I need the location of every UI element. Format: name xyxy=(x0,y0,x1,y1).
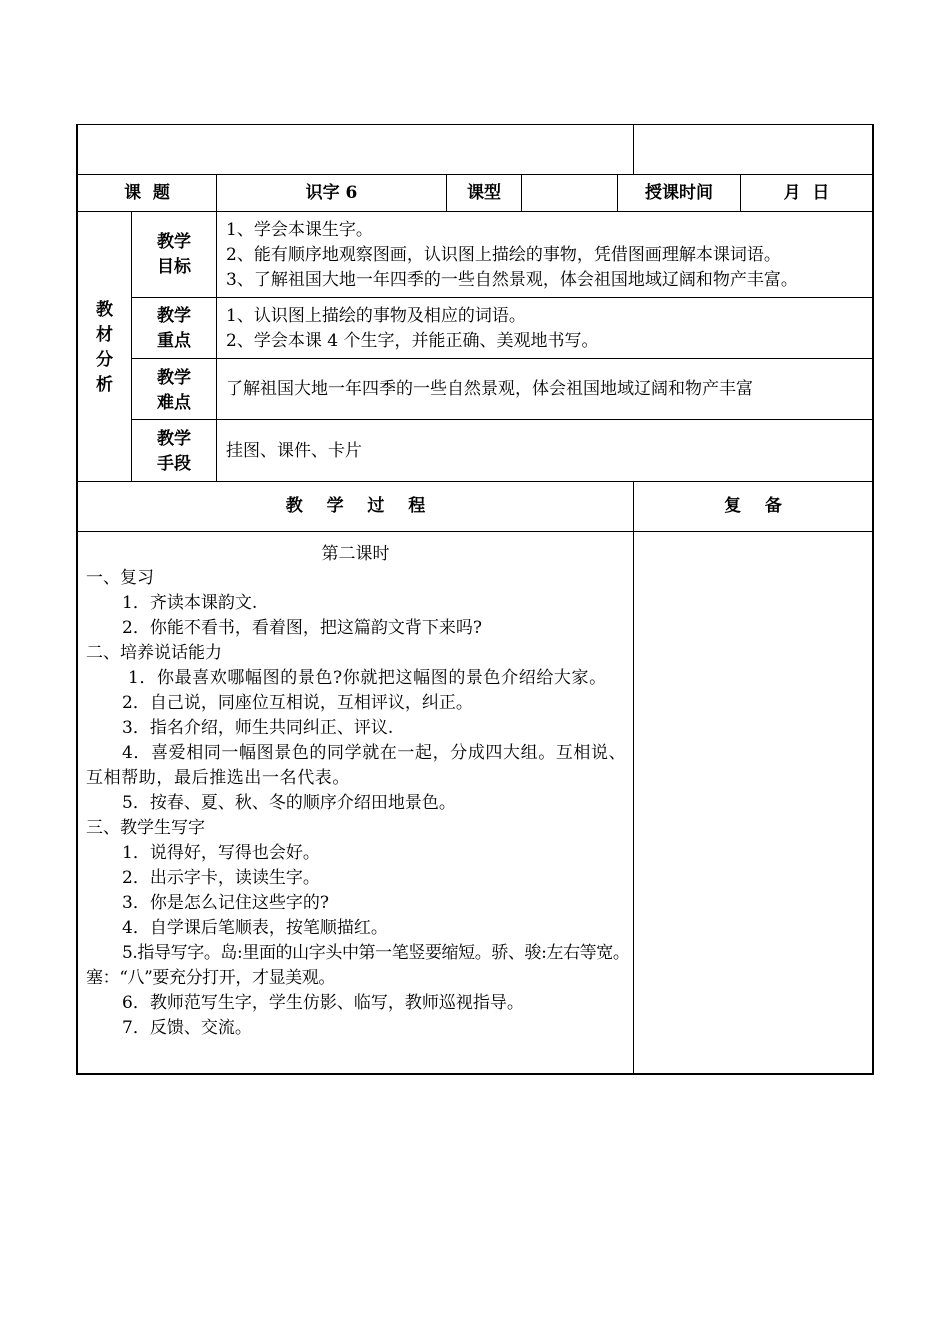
means-label: 教学 xyxy=(157,429,191,449)
key-label: 教学 xyxy=(157,306,191,326)
topic-label: 课 题 xyxy=(124,183,170,203)
key-label: 重点 xyxy=(157,331,191,351)
topic-value: 识字 6 xyxy=(305,183,358,203)
goals-label: 教学 xyxy=(157,232,191,252)
col-divider xyxy=(521,174,522,212)
section-label-char: 教 xyxy=(96,300,113,320)
means-label: 手段 xyxy=(157,454,191,474)
section-label-char: 材 xyxy=(96,325,113,345)
time-value: 月 日 xyxy=(783,183,830,203)
process-step: 1．你最喜欢哪幅图的景色?你就把这幅图的景色介绍给大家。 xyxy=(128,668,607,688)
process-step: 4．自学课后笔顺表，按笔顺描红。 xyxy=(122,918,388,938)
process-step: 1．齐读本课韵文. xyxy=(122,593,258,613)
key-point-item: 1、认识图上描绘的事物及相应的词语。 xyxy=(226,306,526,326)
time-label: 授课时间 xyxy=(645,183,713,203)
goal-item: 1、学会本课生字。 xyxy=(226,220,373,240)
process-step: 6．教师范写生字，学生仿影、临写，教师巡视指导。 xyxy=(122,993,524,1013)
section-label-char: 分 xyxy=(96,350,113,370)
process-step: 5．按春、夏、秋、冬的顺序介绍田地景色。 xyxy=(122,793,456,813)
table-border-left xyxy=(76,124,78,1075)
process-step: 2．出示字卡，读读生字。 xyxy=(122,868,320,888)
review-header: 复 备 xyxy=(724,496,782,516)
row-divider xyxy=(77,481,874,482)
col-divider xyxy=(633,481,634,1074)
difficulty-label: 教学 xyxy=(157,368,191,388)
process-step: 3．指名介绍，师生共同纠正、评议. xyxy=(122,718,394,738)
process-step: 1．说得好，写得也会好。 xyxy=(122,843,320,863)
row-divider xyxy=(131,419,874,420)
section-heading: 三、教学生写字 xyxy=(86,818,205,838)
difficulty-text: 了解祖国大地一年四季的一些自然景观，体会祖国地域辽阔和物产丰富 xyxy=(226,379,753,399)
process-step: 4．喜爱相同一幅图景色的同学就在一起，分成四大组。互相说、互相帮助，最后推选出一名代表。 xyxy=(86,743,627,788)
goals-label: 目标 xyxy=(157,257,191,277)
process-step: 2．你能不看书，看着图，把这篇韵文背下来吗? xyxy=(122,618,482,638)
section-label-char: 析 xyxy=(96,375,113,395)
process-body xyxy=(86,566,630,1041)
row-divider xyxy=(131,358,874,359)
table-border-top xyxy=(77,124,874,125)
type-label: 课型 xyxy=(467,183,501,203)
table-border-right xyxy=(872,124,874,1075)
col-divider xyxy=(216,211,217,482)
goal-item: 3、了解祖国大地一年四季的一些自然景观，体会祖国地域辽阔和物产丰富。 xyxy=(226,270,798,290)
key-point-item: 2、学会本课 4 个生字，并能正确、美观地书写。 xyxy=(226,331,599,351)
lesson-title: 第二课时 xyxy=(321,544,390,564)
col-divider xyxy=(633,124,634,175)
row-divider xyxy=(131,297,874,298)
goal-item: 2、能有顺序地观察图画，认识图上描绘的事物，凭借图画理解本课词语。 xyxy=(226,245,781,265)
table-border-bottom xyxy=(77,1073,874,1075)
process-header: 教 学 过 程 xyxy=(285,496,426,516)
difficulty-label: 难点 xyxy=(157,393,191,413)
means-text: 挂图、课件、卡片 xyxy=(226,441,362,461)
process-step: 5.指导写字。岛:里面的山字头中第一笔竖要缩短。骄、骏:左右等宽。塞：“八”要充分打开，才显美观。 xyxy=(86,943,630,988)
row-divider xyxy=(77,531,874,532)
section-heading: 二、培养说话能力 xyxy=(86,643,222,663)
process-step: 2．自己说，同座位互相说，互相评议，纠正。 xyxy=(122,693,473,713)
row-divider xyxy=(77,174,874,175)
row-divider xyxy=(77,211,874,212)
process-step: 7．反馈、交流。 xyxy=(122,1018,252,1038)
section-heading: 一、复习 xyxy=(86,568,154,588)
process-step: 3．你是怎么记住这些字的? xyxy=(122,893,329,913)
